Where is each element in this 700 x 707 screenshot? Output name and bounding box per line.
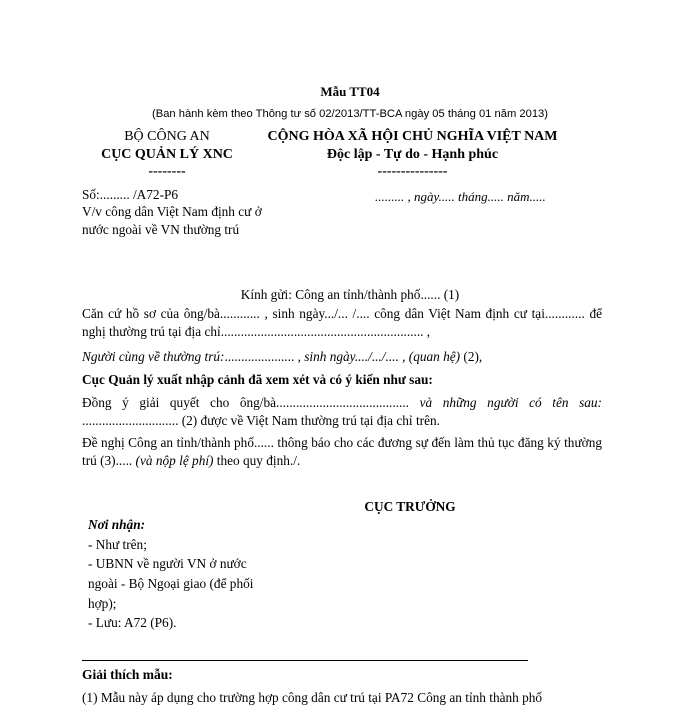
decree-note: (Ban hành kèm theo Thông tư số 02/2013/TT-BCA ngày 05 tháng 01 năm 2013): [152, 108, 548, 120]
request-text: Đề nghị Công an tỉnh/thành phố...... thông báo cho các đương sự đến làm thủ tục đăng ký thường trú (3).....: [82, 435, 602, 469]
request-fee: (và nộp lệ phí): [135, 453, 214, 469]
approval-italic: và những người có tên sau:: [419, 395, 602, 410]
recipients-heading: Nơi nhận:: [88, 517, 146, 532]
opinion-heading: Cục Quản lý xuất nhập cảnh đã xem xét và có ý kiến như sau:: [82, 372, 433, 387]
approval-tail: ............................. (2) được về Việt Nam thường trú tại địa chỉ trên.: [82, 413, 440, 429]
addressee-line: Kính gửi: Công an tỉnh/thành phố...... (1): [240, 287, 460, 302]
body-paragraph-5: [82, 434, 602, 471]
republic-rule: ---------------: [377, 164, 448, 179]
country-name: CỘNG HÒA XÃ HỘI CHỦ NGHĨA VIỆT NAM: [267, 129, 558, 144]
document-number-block: [82, 186, 272, 238]
recipient-item: - UBNN về người VN ở nước ngoài - Bộ Ngoại giao (để phối hợp);: [88, 556, 254, 611]
ministry-name: BỘ CÔNG AN: [124, 129, 210, 144]
date-line: ......... , ngày..... tháng..... năm.....: [375, 189, 546, 204]
department-name: CỤC QUẢN LÝ XNC: [101, 146, 233, 162]
footer-divider: [82, 660, 528, 661]
explanation-title: Giải thích mẫu:: [82, 667, 173, 682]
agency-rule: --------: [148, 164, 186, 179]
request-tail: theo quy định./.: [213, 453, 301, 469]
national-motto: Độc lập - Tự do - Hạnh phúc: [326, 146, 499, 162]
recipient-item: - Lưu: A72 (P6).: [88, 615, 177, 631]
accompanying-label: Người cùng về thường trú:: [82, 349, 225, 364]
signature-title: CỤC TRƯỞNG: [364, 499, 456, 514]
body-paragraph-4: [82, 394, 602, 431]
approval-text: Đồng ý giải quyết cho ông/bà........................................: [82, 395, 420, 410]
accompanying-blank: ..................... ,: [224, 349, 305, 364]
republic-block: [255, 128, 570, 181]
body-paragraph-2: [82, 348, 602, 366]
document-number: Số:......... /A72-P6: [82, 187, 179, 202]
recipients-list: [88, 515, 278, 633]
agency-block: [82, 128, 252, 181]
accompanying-end: (2),: [460, 349, 483, 364]
recipient-item: - Như trên;: [88, 536, 147, 552]
body-paragraph-1: Căn cứ hồ sơ của ông/bà............ , sinh ngày.../... /.... công dân Việt Nam định cư tại............ để nghị thường trú tại địa chỉ............................................................. ,: [82, 306, 602, 340]
footnote-1: (1) Mẫu này áp dụng cho trường hợp công dân cư trú tại PA72 Công an tỉnh thành phố: [82, 690, 543, 705]
document-subject: V/v công dân Việt Nam định cư ở nước ngoài về VN thường trú: [82, 204, 262, 237]
accompanying-dob: sinh ngày..../.../.... , (quan hệ): [304, 349, 461, 364]
form-code: Mẫu TT04: [320, 84, 380, 99]
